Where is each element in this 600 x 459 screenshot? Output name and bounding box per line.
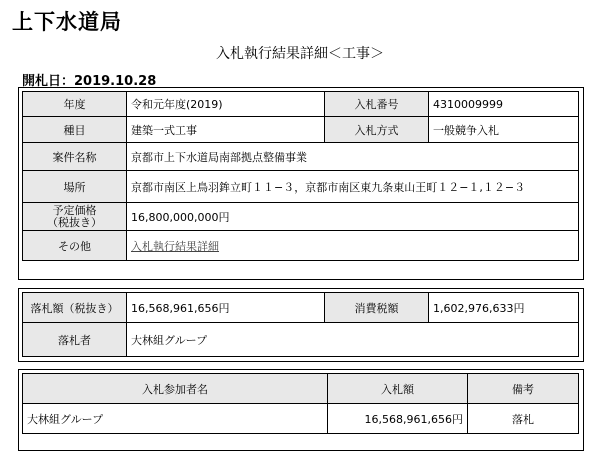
bid-number-label: 入札番号 bbox=[325, 92, 429, 117]
type-label: 種目 bbox=[23, 117, 127, 143]
info-table bbox=[22, 91, 579, 261]
project-name-label: 案件名称 bbox=[23, 143, 127, 171]
bid-amount-header: 入札額 bbox=[328, 374, 468, 404]
tax-amount-value: 1,602,976,633円 bbox=[429, 293, 579, 323]
table-row bbox=[23, 404, 579, 434]
estimated-price-label-line1: 予定価格 bbox=[52, 203, 97, 217]
other-value bbox=[127, 231, 579, 261]
org-title: 上下水道局 bbox=[12, 10, 122, 34]
type-value: 建築一式工事 bbox=[127, 117, 325, 143]
bid-method-value: 一般競争入札 bbox=[429, 117, 579, 143]
location-value: 京都市南区上鳥羽鉾立町１１−３，京都市南区東九条東山王町１２−１,１２−３ bbox=[127, 171, 579, 203]
remarks: 落札 bbox=[468, 404, 579, 434]
award-amount-value: 16,568,961,656円 bbox=[127, 293, 325, 323]
opening-date: 開札日：2019.10.28 bbox=[22, 74, 157, 89]
year-label: 年度 bbox=[23, 92, 127, 117]
remarks-header: 備考 bbox=[468, 374, 579, 404]
tax-amount-label: 消費税額 bbox=[325, 293, 429, 323]
award-table bbox=[22, 292, 579, 357]
bidder-name-header: 入札参加者名 bbox=[23, 374, 328, 404]
location-label: 場所 bbox=[23, 171, 127, 203]
bid-amount: 16,568,961,656円 bbox=[328, 404, 468, 434]
estimated-price-value: 16,800,000,000円 bbox=[127, 203, 579, 231]
bidder-name: 大林組グループ bbox=[23, 404, 328, 434]
other-label: その他 bbox=[23, 231, 127, 261]
project-name-value: 京都市上下水道局南部拠点整備事業 bbox=[127, 143, 579, 171]
page-title: 入札執行結果詳細＜工事＞ bbox=[216, 46, 384, 62]
award-amount-label: 落札額（税抜き） bbox=[23, 293, 127, 323]
bid-result-detail-link[interactable]: 入札執行結果詳細 bbox=[131, 239, 219, 253]
bidders-table bbox=[22, 373, 579, 434]
bid-number-value: 4310009999 bbox=[429, 92, 579, 117]
winner-value: 大林組グループ bbox=[127, 323, 579, 357]
estimated-price-label-line2: （税抜き） bbox=[47, 215, 102, 229]
winner-label: 落札者 bbox=[23, 323, 127, 357]
bid-method-label: 入札方式 bbox=[325, 117, 429, 143]
year-value: 令和元年度(2019) bbox=[127, 92, 325, 117]
estimated-price-label bbox=[23, 203, 127, 231]
